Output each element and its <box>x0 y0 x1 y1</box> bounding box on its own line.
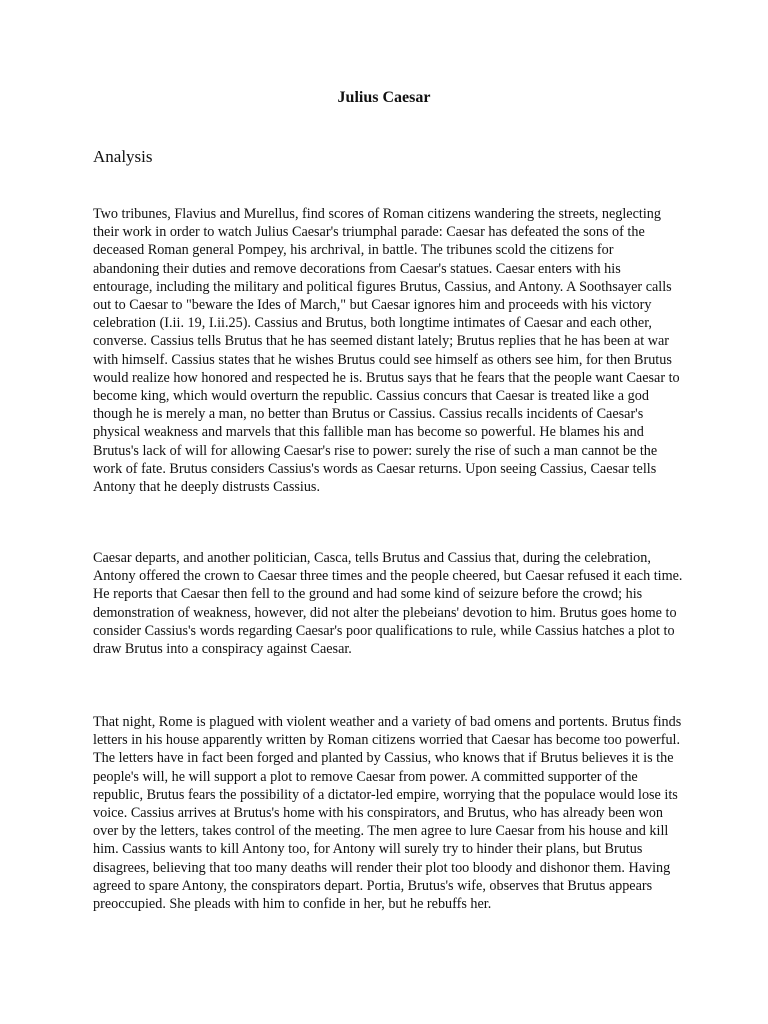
paragraph-2: Caesar departs, and another politician, Casca, tells Brutus and Cassius that, during the celebration, Antony offered the crown to Caesar three times and the people cheered, but Caesar refused it each time. He reports that Caesar then fell to the ground and had some kind of seizure before the crowd; his demonstration of weakness, however, did not alter the plebeians' devotion to him. Brutus goes home to consider Cassius's words regarding Caesar's poor qualifications to rule, while Cassius hatches a plot to draw Brutus into a conspiracy against Caesar. <box>93 550 683 658</box>
paragraph-3: That night, Rome is plagued with violent weather and a variety of bad omens and portents. Brutus finds letters in his house apparently written by Roman citizens worried that Caesar has become too powerful. The letters have in fact been forged and planted by Cassius, who knows that if Brutus believes it is the people's will, he will support a plot to remove Caesar from power. A committed supporter of the republic, Brutus fears the possibility of a dictator-led empire, worrying that the populace would lose its voice. Cassius arrives at Brutus's home with his conspirators, and Brutus, who has already been won over by the letters, takes control of the meeting. The men agree to lure Caesar from his house and kill him. Cassius wants to kill Antony too, for Antony will surely try to hinder their plans, but Brutus disagrees, believing that too many deaths will render their plot too bloody and dishonor them. Having agreed to spare Antony, the conspirators depart. Portia, Brutus's wife, observes that Brutus appears preoccupied. She pleads with him to confide in her, but he rebuffs her. <box>93 714 682 913</box>
section-heading: Analysis <box>93 147 153 166</box>
paragraph-1: Two tribunes, Flavius and Murellus, find scores of Roman citizens wandering the streets, neglecting their work in order to watch Julius Caesar's triumphal parade: Caesar has defeated the sons of the deceased Roman general Pompey, his archrival, in battle. The tribunes scold the citizens for abandoning their duties and remove decorations from Caesar's statues. Caesar enters with his entourage, including the military and political figures Brutus, Cassius, and Antony. A Soothsayer calls out to Caesar to "beware the Ides of March," but Caesar ignores him and proceeds with his victory celebration (I.ii. 19, I.ii.25). Cassius and Brutus, both longtime intimates of Caesar and each other, converse. Cassius tells Brutus that he has seemed distant lately; Brutus replies that he has been at war with himself. Cassius states that he wishes Brutus could see himself as others see him, for then Brutus would realize how honored and respected he is. Brutus says that he fears that the people want Caesar to become king, which would overturn the republic. Cassius concurs that Caesar is treated like a god though he is merely a man, no better than Brutus or Cassius. Cassius recalls incidents of Caesar's physical weakness and marvels that this fallible man has become so powerful. He blames his and Brutus's lack of will for allowing Caesar's rise to power: surely the rise of such a man cannot be the work of fate. Brutus considers Cassius's words as Caesar returns. Upon seeing Cassius, Caesar tells Antony that he deeply distrusts Cassius. <box>93 206 680 496</box>
document-title: Julius Caesar <box>337 89 431 106</box>
